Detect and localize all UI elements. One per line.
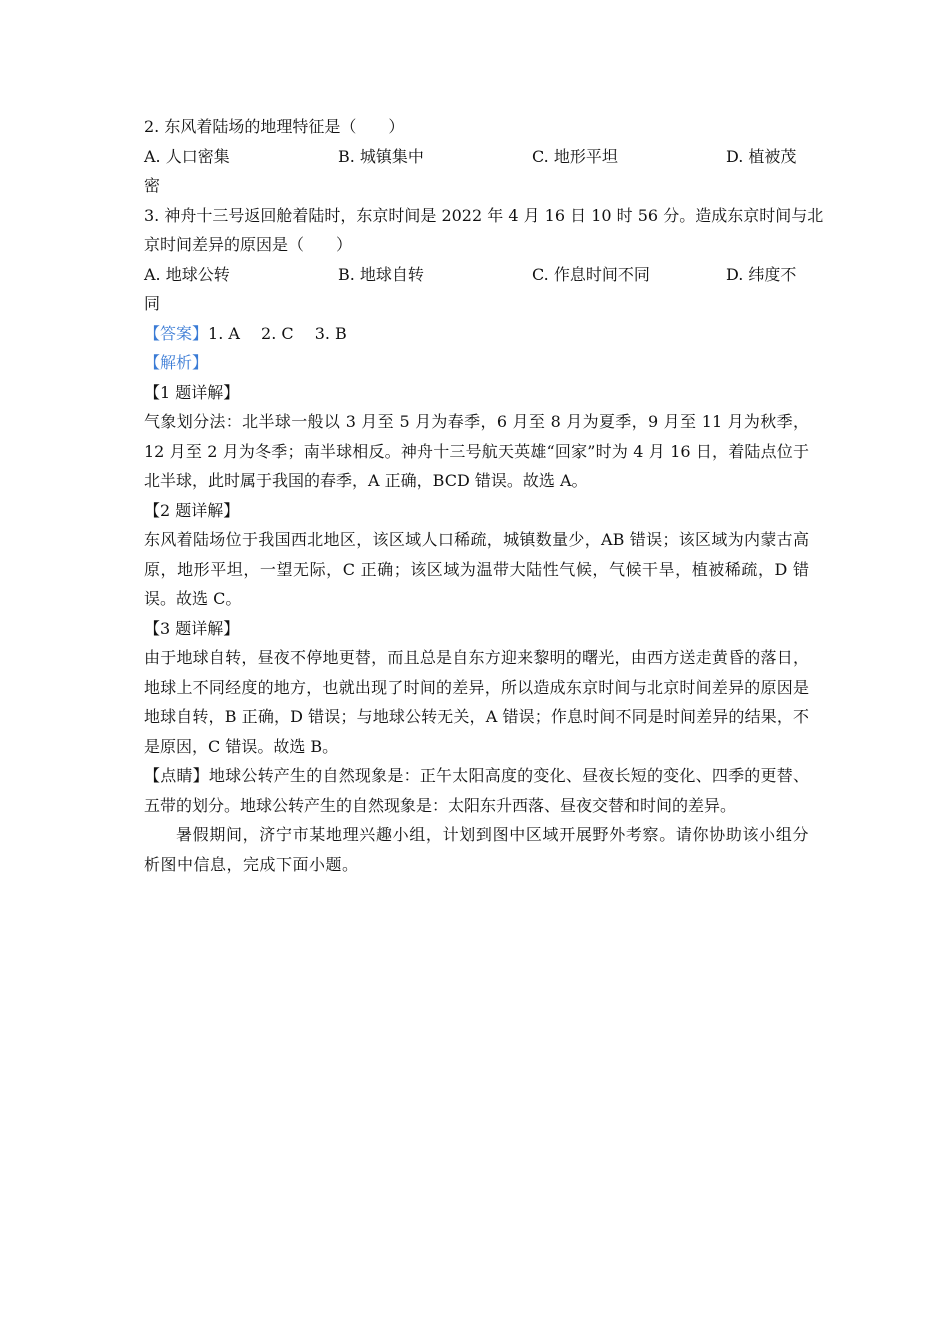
question-2-stem: 2. 东风着陆场的地理特征是（ ） (144, 117, 405, 136)
detail-3-text: 由于地球自转，昼夜不停地更替，而且总是自东方迎来黎明的曙光，由西方送走黄昏的落日，地球上不同经度的地方，也就出现了时间的差异，所以造成东京时间与北京时间差异的原因是地球自转，B 正确，D 错误；与地球公转无关，A 错误；作息时间不同是时间差异的结果，不是原因，C 错误。故选 B。 (144, 648, 809, 756)
intro-paragraph: 暑假期间，济宁市某地理兴趣小组，计划到图中区域开展野外考察。请你协助该小组分析图中信息，完成下面小题。 (144, 825, 809, 874)
question-2-option-d: D. 植被茂 (726, 146, 797, 166)
question-3-option-b: B. 地球自转 (338, 264, 424, 284)
question-3-option-d-overflow: 同 (144, 294, 161, 313)
question-3-option-a: A. 地球公转 (144, 264, 230, 284)
document-content (144, 112, 824, 879)
question-2-option-c: C. 地形平坦 (532, 146, 618, 166)
analysis-label: 【解析】 (144, 353, 209, 372)
detail-3-label: 【3 题详解】 (144, 618, 240, 638)
detail-1-text: 气象划分法：北半球一般以 3 月至 5 月为春季，6 月至 8 月为夏季，9 月至 11 月为秋季，12 月至 2 月为冬季；南半球相反。神舟十三号航天英雄“回家”时为 4 月 16 日，着陆点位于北半球，此时属于我国的春季，A 正确，BCD 错误。故选 A。 (144, 412, 809, 490)
tip-label: 【点睛】 (144, 766, 209, 785)
question-3-option-c: C. 作息时间不同 (532, 264, 650, 284)
analysis-line (144, 348, 809, 378)
detail-2-label: 【2 题详解】 (144, 500, 240, 520)
answer-text: 1. A 2. C 3. B (208, 323, 347, 343)
detail-2-text: 东风着陆场位于我国西北地区，该区域人口稀疏，城镇数量少，AB 错误；该区域为内蒙古高原，地形平坦，一望无际，C 正确；该区域为温带大陆性气候，气候干旱，植被稀疏，D 错误。故选 C。 (144, 530, 809, 608)
answer-line (144, 319, 809, 349)
question-3-options (144, 260, 809, 290)
question-2-option-b: B. 城镇集中 (338, 146, 424, 166)
tip-text: 地球公转产生的自然现象是：正午太阳高度的变化、昼夜长短的变化、四季的更替、五带的划分。地球公转产生的自然现象是：太阳东升西落、昼夜交替和时间的差异。 (144, 766, 809, 815)
question-2-option-d-overflow: 密 (144, 176, 161, 195)
tip-paragraph (144, 761, 809, 820)
question-3-stem-line-1: 3. 神舟十三号返回舱着陆时，东京时间是 2022 年 4 月 16 日 10 时 56 分。造成东京时间与北 (144, 205, 824, 225)
question-3-stem-line-2: 京时间差异的原因是（ ） (144, 235, 353, 254)
question-2-option-a: A. 人口密集 (144, 146, 230, 166)
answer-label: 【答案】 (144, 323, 209, 343)
question-3-option-d: D. 纬度不 (726, 264, 797, 284)
question-2-options (144, 142, 809, 172)
detail-1-label: 【1 题详解】 (144, 382, 240, 402)
